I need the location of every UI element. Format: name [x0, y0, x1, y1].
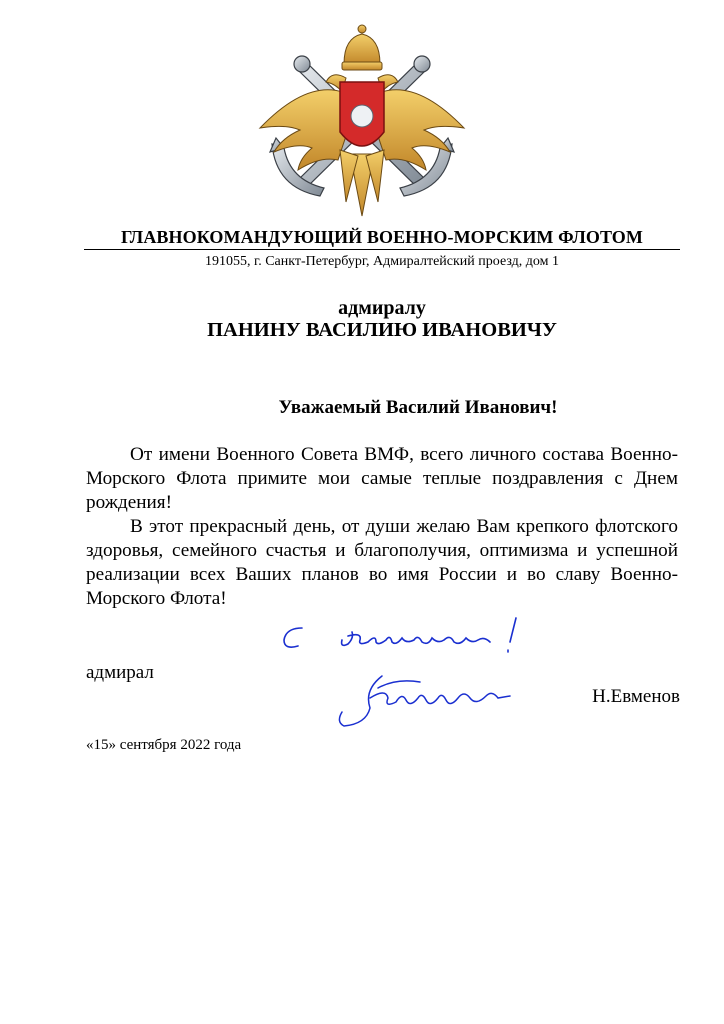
- letterhead-title: ГЛАВНОКОМАНДУЮЩИЙ ВОЕННО-МОРСКИМ ФЛОТОМ: [120, 227, 644, 247]
- signer-name: Н.Евменов: [592, 686, 680, 707]
- letterhead-divider: [84, 249, 680, 250]
- letter-body: [86, 443, 678, 611]
- body-paragraph: В этот прекрасный день, от души желаю Вам крепкого флотского здоровья, семейного счастья и благополучия, оптимизма и успешной реализации всех Ваших планов во имя России и во славу Военно-Морского Флота!: [86, 516, 678, 609]
- body-paragraph: От имени Военного Совета ВМФ, всего личного состава Военно-Морского Флота примите мои самые теплые поздравления с Днем рождения!: [86, 444, 678, 513]
- signature: [330, 668, 530, 732]
- greeting: Уважаемый Василий Иванович!: [278, 397, 558, 418]
- letterhead-address: 191055, г. Санкт-Петербург, Адмиралтейский проезд, дом 1: [205, 254, 559, 269]
- handwritten-signoff: [272, 614, 534, 664]
- naval-emblem-icon: [246, 20, 478, 230]
- letter-date: «15» сентября 2022 года: [86, 737, 242, 753]
- recipient-rank: адмиралу: [338, 297, 426, 319]
- recipient-name: ПАНИНУ ВАСИЛИЮ ИВАНОВИЧУ: [207, 319, 557, 341]
- signer-rank: адмирал: [86, 662, 154, 683]
